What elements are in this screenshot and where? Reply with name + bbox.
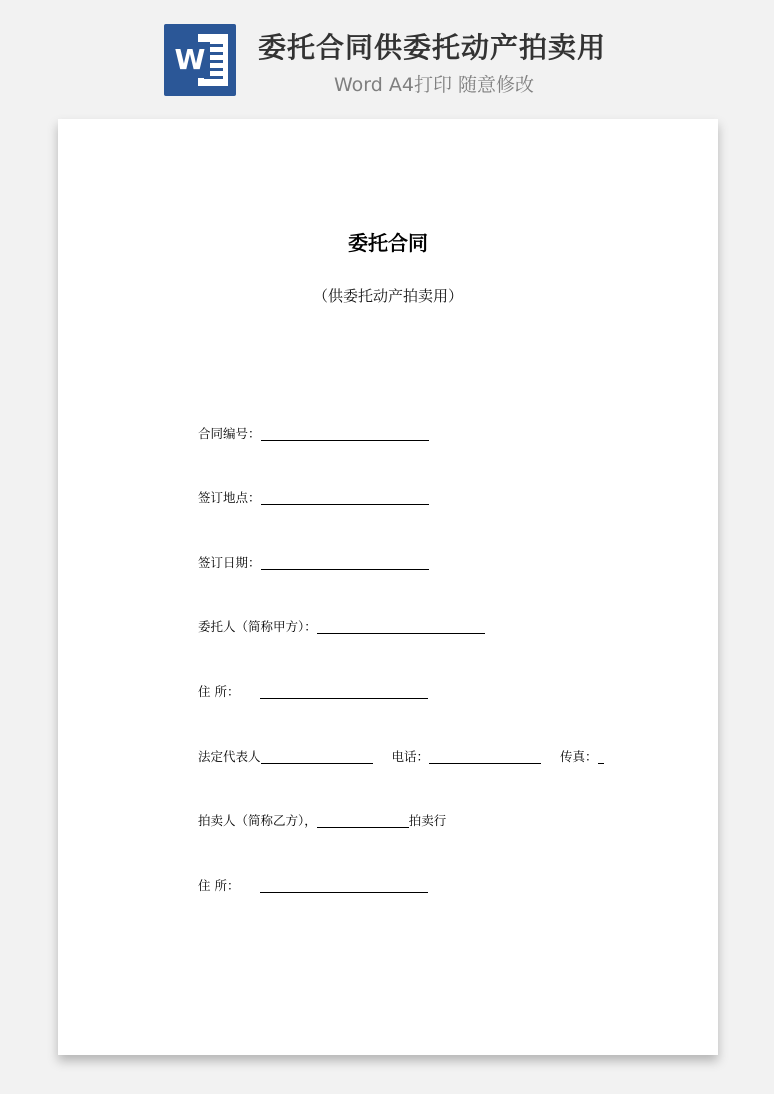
field-legal-rep-row bbox=[198, 745, 604, 765]
word-logo-letter: W bbox=[170, 42, 210, 78]
blank-line bbox=[429, 749, 541, 764]
field-label bbox=[198, 876, 260, 894]
field-label: 委托人（简称甲方）： bbox=[198, 619, 317, 634]
document-title: 委托合同 bbox=[348, 231, 428, 255]
blank-line bbox=[261, 426, 429, 441]
document-page bbox=[58, 119, 718, 1055]
blank-line bbox=[261, 749, 373, 764]
blank-line bbox=[317, 813, 409, 828]
field-label: 签订日期： bbox=[198, 555, 261, 570]
field-label: 法定代表人 bbox=[198, 749, 261, 764]
field-label-part: 住 bbox=[198, 878, 211, 893]
blank-line bbox=[260, 684, 428, 699]
field-label-part: 住 bbox=[198, 684, 211, 699]
field-auctioneer bbox=[198, 809, 446, 829]
field-label bbox=[198, 682, 260, 700]
field-sign-date bbox=[198, 551, 429, 571]
field-label-part: 所： bbox=[214, 684, 240, 699]
field-suffix: 拍卖行 bbox=[408, 813, 447, 828]
field-address-2 bbox=[198, 874, 428, 894]
blank-line bbox=[261, 490, 429, 505]
field-address-1 bbox=[198, 680, 428, 700]
word-logo bbox=[164, 24, 236, 96]
blank-line bbox=[260, 878, 428, 893]
field-label: 合同编号： bbox=[198, 426, 261, 441]
field-contract-no bbox=[198, 422, 429, 442]
field-sign-place bbox=[198, 486, 429, 506]
field-client bbox=[198, 615, 485, 635]
field-label: 电话： bbox=[391, 749, 430, 764]
header-subtitle: Word A4打印 随意修改 bbox=[333, 74, 534, 96]
blank-line bbox=[598, 749, 604, 764]
field-label: 签订地点： bbox=[198, 490, 261, 505]
field-label: 传真： bbox=[560, 749, 598, 764]
field-label-part: 所： bbox=[214, 878, 240, 893]
document-subtitle: （供委托动产拍卖用） bbox=[312, 287, 463, 305]
header-title: 委托合同供委托动产拍卖用 bbox=[258, 31, 607, 64]
blank-line bbox=[317, 619, 485, 634]
blank-line bbox=[261, 555, 429, 570]
field-label: 拍卖人（简称乙方）， bbox=[198, 813, 317, 828]
